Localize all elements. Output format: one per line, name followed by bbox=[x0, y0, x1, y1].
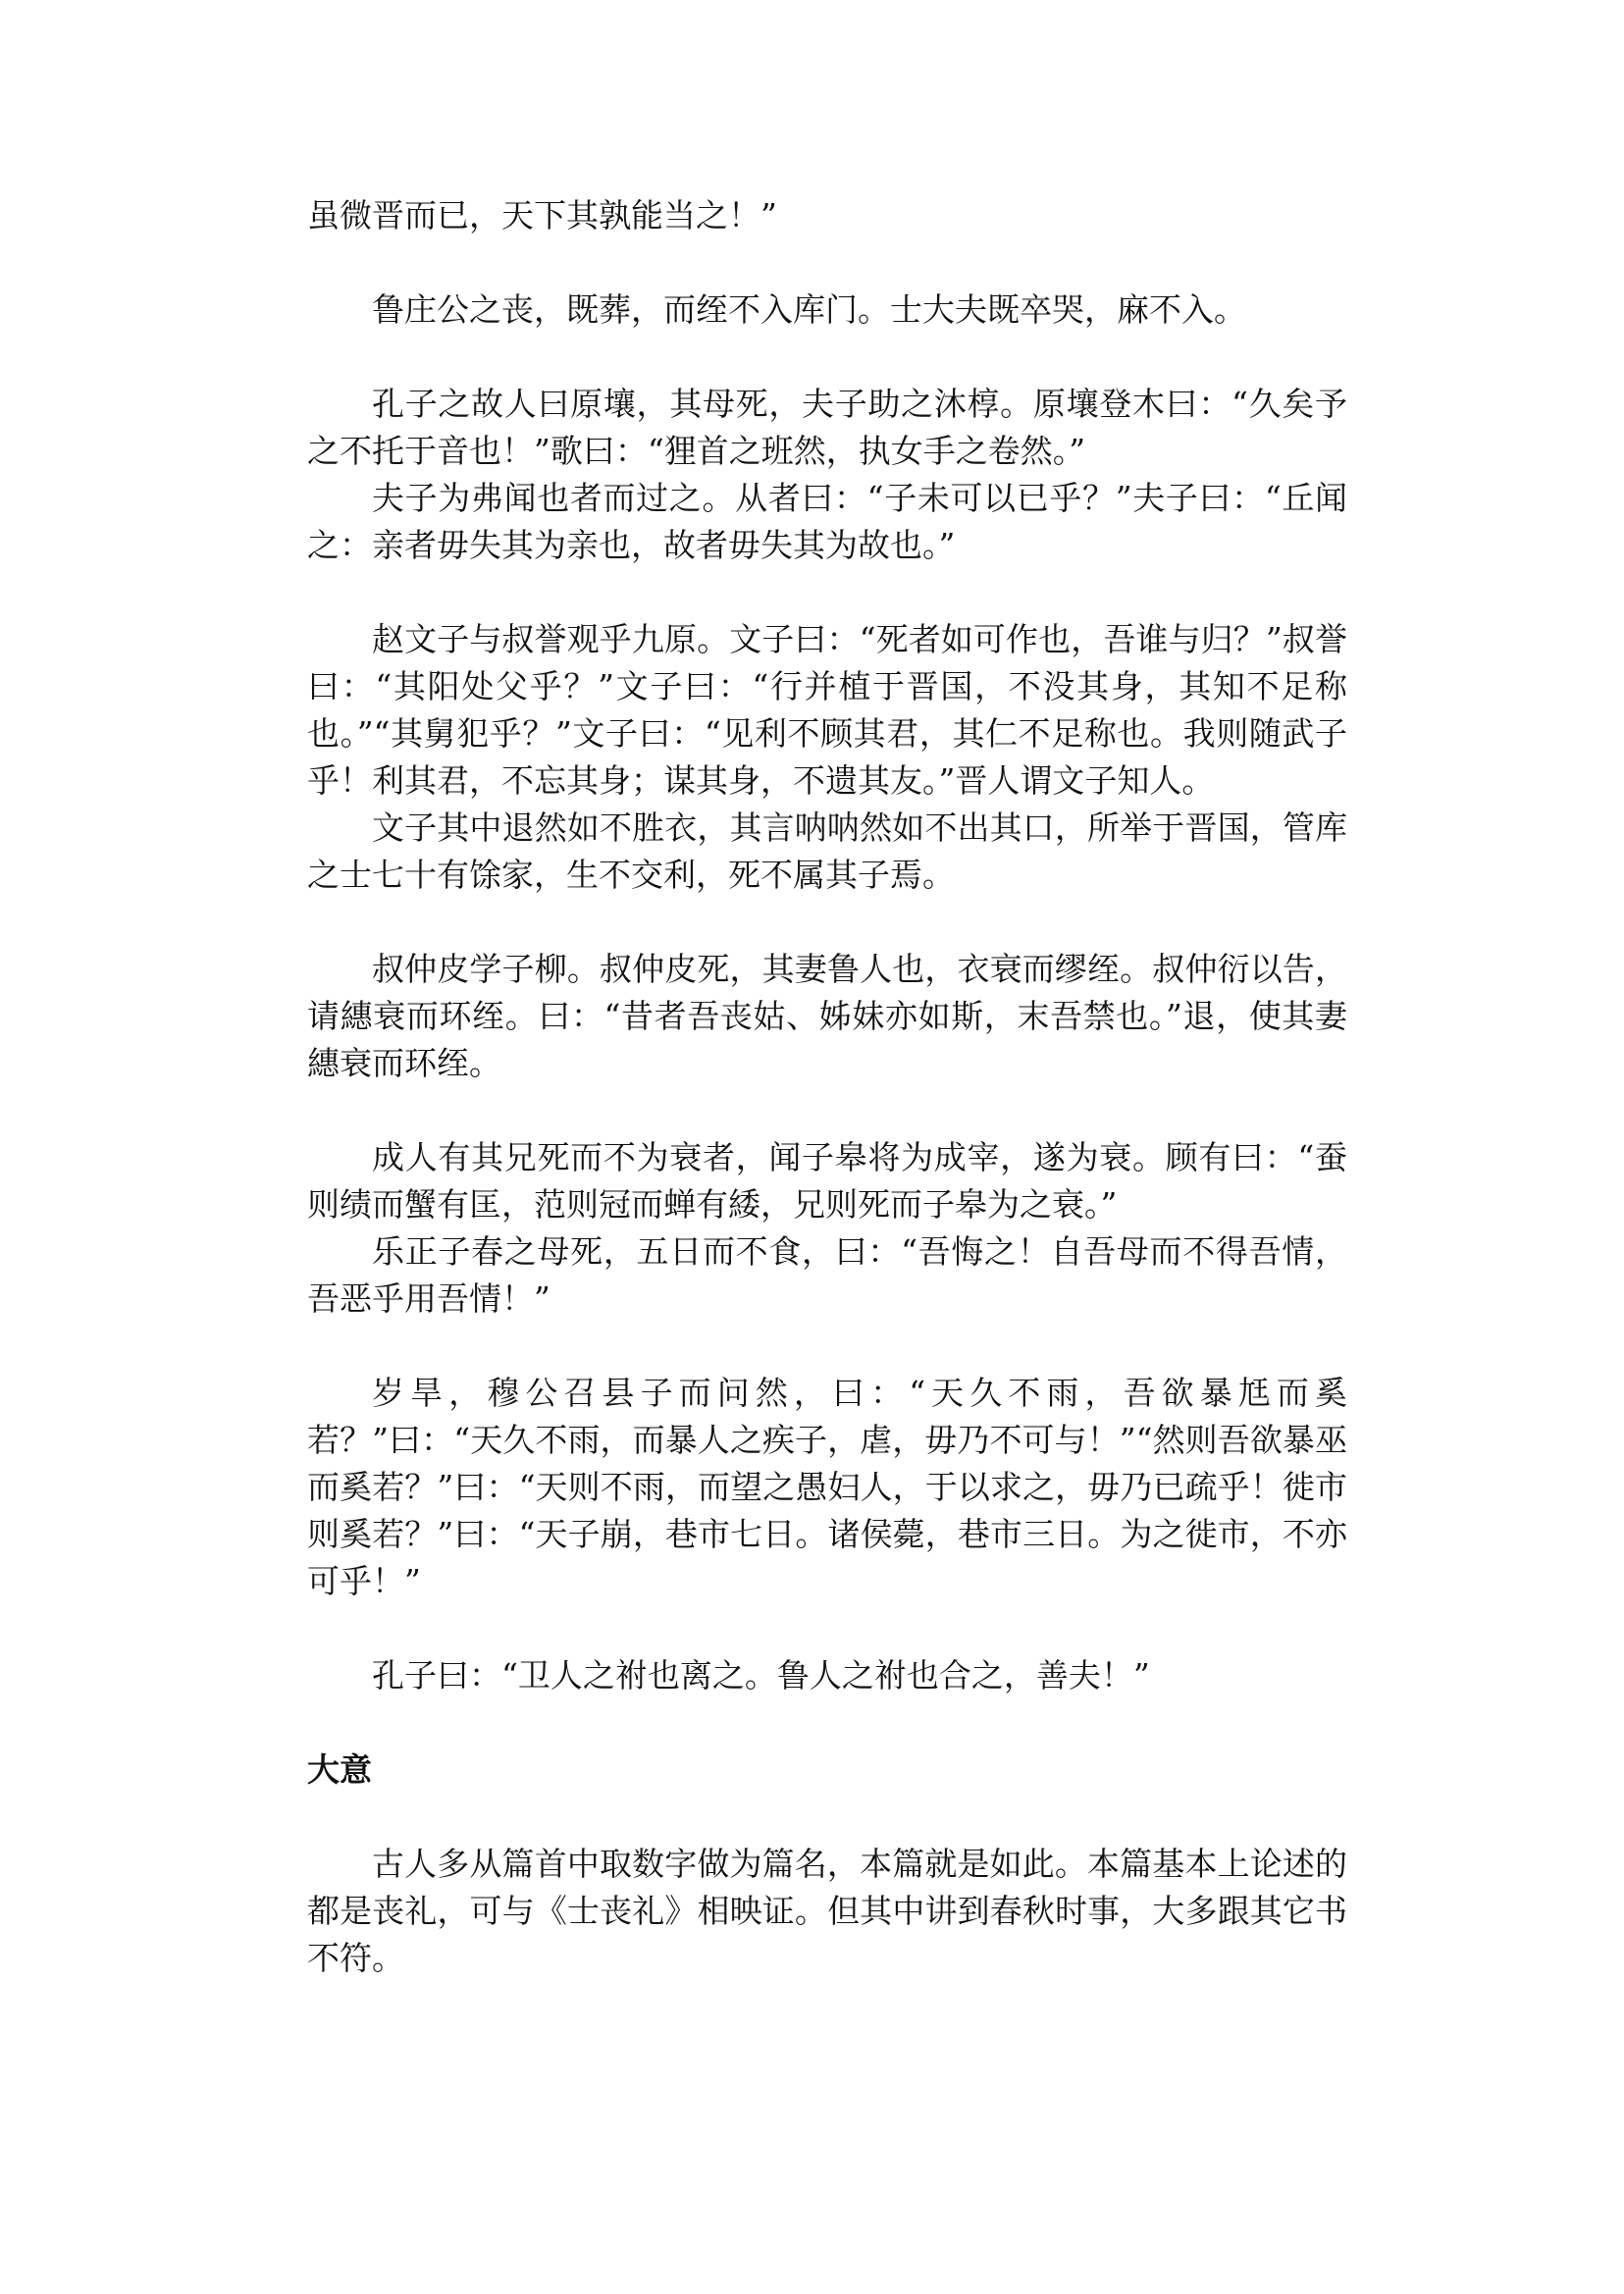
paragraph-wenzi-tui: 文子其中退然如不胜衣，其言呐呐然如不出其口，所举于晋国，管库之士七十有馀家，生不交利，死不属其子焉。 bbox=[307, 808, 1347, 894]
paragraph-fuzi-guo: 夫子为弗闻也者而过之。从者曰：“子未可以已乎？”夫子曰：“丘闻之：亲者毋失其为亲也，故者毋失其为故也。” bbox=[307, 479, 1347, 564]
paragraph-continuation: 虽微晋而已，天下其孰能当之！” bbox=[307, 196, 777, 235]
paragraph-zhao-wenzi: 赵文子与叔誉观乎九原。文子曰：“死者如可作也，吾谁与归？”叔誉曰：“其阳处父乎？”文子曰：“行并植于晋国，不没其身，其知不足称也。”“其舅犯乎？”文子曰：“见利不顾其君，其仁不足称也。我则随武子乎！利其君，不忘其身；谋其身，不遗其友。”晋人谓文子知人。 bbox=[307, 620, 1347, 800]
paragraph-lu-zhuanggong: 鲁庄公之丧，既葬，而绖不入库门。士大夫既卒哭，麻不入。 bbox=[372, 290, 1246, 329]
paragraph-shuzhong-pi: 叔仲皮学子柳。叔仲皮死，其妻鲁人也，衣衰而缪绖。叔仲衍以告，请繐衰而环绖。曰：“昔者吾丧姑、姊妹亦如斯，末吾禁也。”退，使其妻繐衰而环绖。 bbox=[307, 950, 1347, 1082]
paragraph-cheng-ren: 成人有其兄死而不为衰者，闻子皋将为成宰，遂为衰。顾有曰：“蚕则绩而蟹有匡，范则冠而蝉有緌，兄则死而子皋为之衰。” bbox=[307, 1138, 1347, 1224]
section-heading: 大意 bbox=[307, 1750, 372, 1789]
paragraph-yuan-rang: 孔子之故人曰原壤，其母死，夫子助之沐椁。原壤登木曰：“久矣予之不托于音也！”歌曰：“狸首之班然，执女手之卷然。” bbox=[307, 385, 1347, 470]
paragraph-sui-han: 岁旱，穆公召县子而问然，曰：“天久不雨，吾欲暴尪而奚若？”曰：“天久不雨，而暴人之疾子，虐，毋乃不可与！”“然则吾欲暴巫而奚若？”曰：“天则不雨，而望之愚妇人，于以求之，毋乃已疏乎！徙市则奚若？”曰：“天子崩，巷市七日。诸侯薨，巷市三日。为之徙市，不亦可乎！” bbox=[307, 1374, 1347, 1600]
paragraph-summary: 古人多从篇首中取数字做为篇名，本篇就是如此。本篇基本上论述的都是丧礼，可与《士丧礼》相映证。但其中讲到春秋时事，大多跟其它书不符。 bbox=[307, 1845, 1347, 1977]
paragraph-yuezheng-zichun: 乐正子春之母死，五日而不食，曰：“吾悔之！自吾母而不得吾情，吾恶乎用吾情！” bbox=[307, 1232, 1347, 1318]
paragraph-kongzi-fu: 孔子曰：“卫人之祔也离之。鲁人之祔也合之，善夫！” bbox=[372, 1656, 1150, 1694]
document-page bbox=[307, 192, 1347, 1982]
